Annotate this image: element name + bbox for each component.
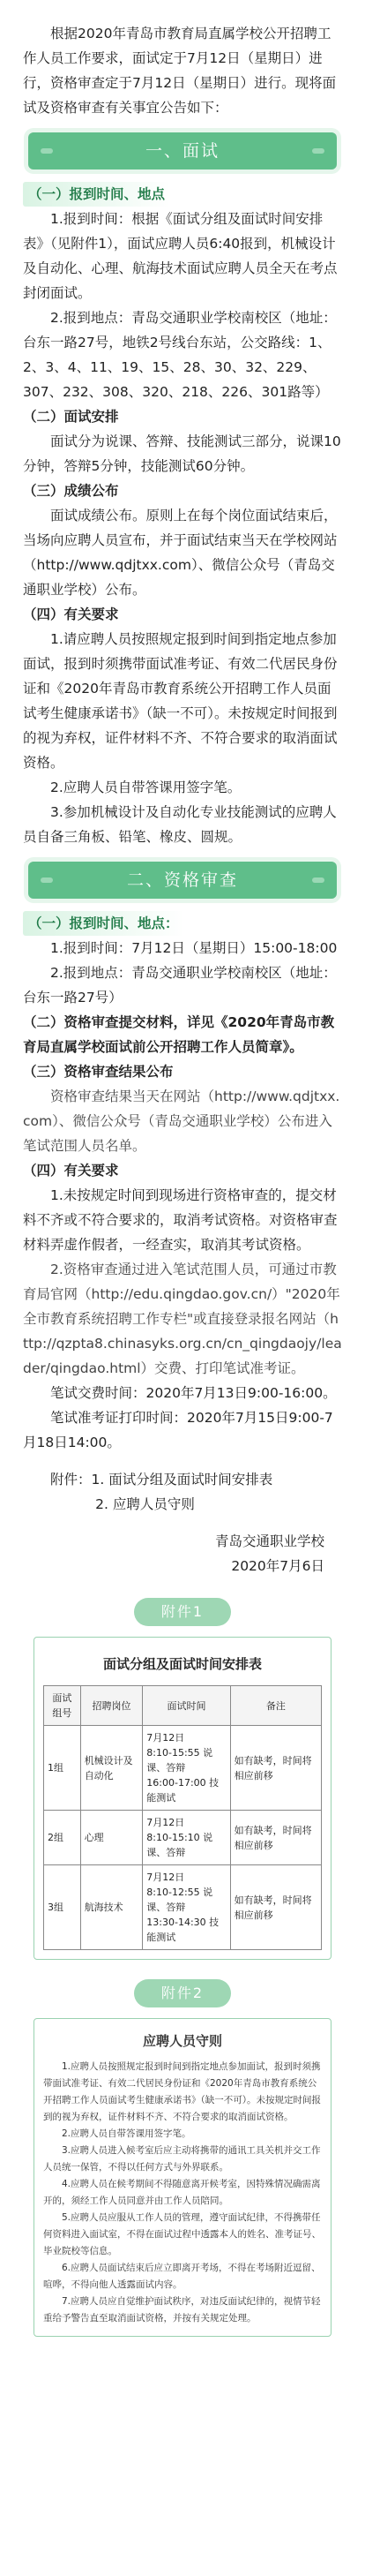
heading-qual-results: （三）资格审查结果公布 [23, 1064, 174, 1080]
heading-qual-requirements: （四）有关要求 [23, 1163, 119, 1179]
cell-position: 机械设计及自动化 [80, 1726, 143, 1811]
rule-item: 3.应聘人员进入候考室后应主动将携带的通讯工具关机并交工作人员统一保管，不得以任何方式与外界联系。 [43, 2145, 321, 2173]
col-header-remark: 备注 [230, 1686, 321, 1726]
cell-position: 心理 [80, 1811, 143, 1865]
signature-org: 青岛交通职业学校 [214, 1533, 324, 1549]
exam-fee-time: 笔试交费时间：2020年7月13日9:00-16:00。 [50, 1385, 337, 1401]
score-release-paragraph: 面试成绩公布。原则上在每个岗位面试结束后，当场向应聘人员宣布，并于面试结束当天在学校网站（http://www.qdjtxx.com）、微信公众号（青岛交通职业学校）公布。 [23, 508, 338, 598]
cell-group: 2组 [44, 1811, 81, 1865]
annex2-title: 应聘人员守则 [142, 2033, 222, 2049]
report-place-paragraph: 2.报到地点：青岛交通职业学校南校区（地址：台东一路27号，地铁2号线台东站，公交路线：1、2、3、4、11、19、15、28、30、32、229、307、232、308、320、218、226、301路等） [23, 310, 337, 400]
heading-qual-materials: （二）资格审查提交材料，详见《2020年青岛市教育局直属学校面试前公开招聘工作人员简章》。 [23, 1014, 335, 1055]
cell-group: 1组 [44, 1726, 81, 1811]
table-row [44, 1726, 322, 1811]
annex1-badge: 附件1 [134, 1598, 231, 1626]
qual-requirement-1: 1.未按规定时间到现场进行资格审查的，提交材料不齐或不符合要求的，取消考试资格。对资格审查材料弄虚作假者，一经查实，取消其考试资格。 [23, 1187, 338, 1253]
requirement-1: 1.请应聘人员按照规定报到时间到指定地点参加面试，报到时须携带面试准考证、有效二代居民身份证和《2020年青岛市教育系统公开招聘工作人员面试考生健康承诺书》（缺一不可）。未按规定时间报到的视为弃权，证件材料不齐、不符合要求的取消面试资格。 [23, 631, 338, 771]
intro-paragraph: 根据2020年青岛市教育局直属学校公开招聘工作人员工作要求，面试定于7月12日（星期日）进行，资格审查定于7月12日（星期日）进行。现将面试及资格审查有关事宜公告如下： [23, 26, 337, 116]
annex1-card [34, 1637, 331, 1960]
col-header-time: 面试时间 [143, 1686, 230, 1726]
annex2-card [34, 2018, 331, 2337]
annex1-title: 面试分组及面试时间安排表 [102, 1656, 262, 1672]
cell-time: 7月12日 8:10-15:10 说课、答辩 [143, 1811, 230, 1865]
heading-report-time: （一）报到时间、地点 [23, 182, 170, 207]
annex2-badge: 附件2 [134, 1979, 231, 2007]
qual-report-time: 1.报到时间：7月12日（星期日）15:00-18:00 [50, 940, 338, 956]
table-row [44, 1811, 322, 1865]
section-banner-qualification: 二、资格审查 [28, 862, 337, 899]
report-time-paragraph: 1.报到时间：根据《面试分组及面试时间安排表》（见附件1），面试应聘人员6:40报到，机械设计及自动化、心理、航海技术面试应聘人员全天在考点封闭面试。 [23, 211, 338, 301]
col-header-position: 招聘岗位 [80, 1686, 143, 1726]
cell-remark: 如有缺考，时间将相应前移 [230, 1865, 321, 1950]
rule-item: 2.应聘人员自带答课用签字笔。 [62, 2128, 191, 2139]
requirement-2: 2.应聘人员自带答课用签字笔。 [50, 780, 242, 795]
table-row [44, 1865, 322, 1950]
schedule-table [43, 1685, 322, 1950]
cell-remark: 如有缺考，时间将相应前移 [230, 1811, 321, 1865]
cell-time: 7月12日 8:10-15:55 说课、答辩 16:00-17:00 技能测试 [143, 1726, 230, 1811]
admission-print-time: 笔试准考证打印时间：2020年7月15日9:00-7月18日14:00。 [23, 1410, 333, 1450]
interview-arrangement-paragraph: 面试分为说课、答辩、技能测试三部分，说课10分钟，答辩5分钟，技能测试60分钟。 [23, 433, 341, 474]
cell-remark: 如有缺考，时间将相应前移 [230, 1726, 321, 1811]
heading-qual-report: （一）报到时间、地点： [23, 911, 184, 936]
rule-item: 7.应聘人员应自觉维护面试秩序，对违反面试纪律的，视情节轻重给予警告直至取消面试资格，并按有关规定处理。 [43, 2296, 321, 2324]
rule-item: 6.应聘人员面试结束后应立即离开考场，不得在考场附近逗留、喧哗，不得向他人透露面试内容。 [43, 2263, 321, 2290]
col-header-group: 面试组号 [44, 1686, 81, 1726]
rule-item: 1.应聘人员按照规定报到时间到指定地点参加面试，报到时须携带面试准考证、有效二代居民身份证和《2020年青岛市教育系统公开招聘工作人员面试考生健康承诺书》（缺一不可）。未按规定时间报到的视为弃权，证件材料不齐、不符合要求的取消面试资格。 [43, 2061, 321, 2122]
heading-score-release: （三）成绩公布 [23, 483, 119, 499]
rule-item: 4.应聘人员在候考期间不得随意离开候考室，因特殊情况确需离开的，须经工作人员同意并由工作人员陪同。 [43, 2179, 321, 2206]
attachment-line-1: 附件：1. 面试分组及面试时间安排表 [50, 1472, 273, 1488]
rule-item: 5.应聘人员应服从工作人员的管理，遵守面试纪律，不得携带任何资料进入面试室，不得在面试过程中透露本人的姓名、准考证号、毕业院校等信息。 [43, 2212, 321, 2256]
cell-position: 航海技术 [80, 1865, 143, 1950]
attachment-line-2: 2. 应聘人员守则 [95, 1496, 195, 1512]
signature-date: 2020年7月6日 [231, 1558, 324, 1574]
qual-report-place: 2.报到地点：青岛交通职业学校南校区（地址：台东一路27号） [23, 965, 337, 1006]
requirement-3: 3.参加机械设计及自动化专业技能测试的应聘人员自备三角板、铅笔、橡皮、圆规。 [23, 804, 337, 845]
heading-requirements: （四）有关要求 [23, 606, 119, 622]
section-banner-interview: 一、面试 [28, 132, 337, 169]
cell-group: 3组 [44, 1865, 81, 1950]
heading-interview-arrangement: （二）面试安排 [23, 409, 119, 425]
cell-time: 7月12日 8:10-12:55 说课、答辩 13:30-14:30 技能测试 [143, 1865, 230, 1950]
qual-results-paragraph: 资格审查结果当天在网站（http://www.qdjtxx.com）、微信公众号（青岛交通职业学校）公布进入笔试范围人员名单。 [23, 1088, 340, 1154]
qual-requirement-2: 2.资格审查通过进入笔试范围人员，可通过市教育局官网（http://edu.qingdao.gov.cn/）"2020年全市教育系统招聘工作专栏"或直接登录报名网站（http://qzpta8.chinasyks.org.cn/cn_qingdaojy/leader/qingdao.html）交费、打印笔试准考证。 [23, 1262, 342, 1376]
